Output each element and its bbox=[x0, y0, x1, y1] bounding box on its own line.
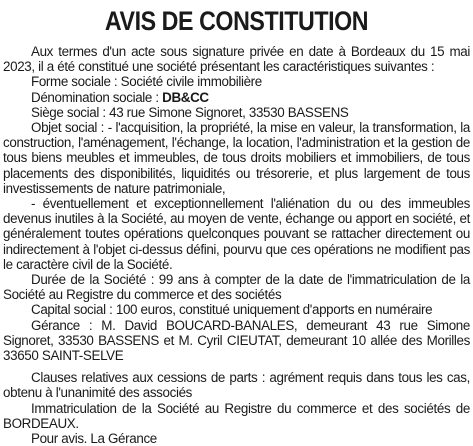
denomination-label: Dénomination sociale : bbox=[31, 89, 163, 105]
gerance: Gérance : M. David BOUCARD-BANALES, demeurant 43 rue Simone Signoret, 33530 BASSENS et M. Cyril CIEUTAT, demeurant 10 allée des Morilles 33650 SAINT-SELVE bbox=[3, 317, 470, 364]
intro-paragraph: Aux termes d'un acte sous signature privée en date à Bordeaux du 15 mai 2023, il a été constitué une société présentant les caractéristiques suivantes : bbox=[3, 44, 470, 75]
duree-societe: Durée de la Société : 99 ans à compter de la date de l'immatriculation de la Société au Registre du commerce et des sociétés bbox=[3, 272, 470, 303]
objet-social: Objet social : - l'acquisition, la propriété, la mise en valeur, la transformation, la construction, l'aménagement, l'échange, la location, l'administration et la gestion de tous biens meubles et immeubles, de tous droits mobiliers et immobiliers, de tous placements des disponibilités, liquidités ou trésorerie, et plus largement de tous investissements de nature patrimoniale, bbox=[3, 120, 470, 196]
notice-body bbox=[3, 44, 470, 446]
notice-title: AVIS DE CONSTITUTION bbox=[104, 6, 369, 36]
objet-social-continued: - éventuellement et exceptionnellement l'aliénation du ou des immeubles devenus inutiles à la Société, au moyen de vente, échange ou apport en société, et généralement toutes opérations quelconques pouvant se rattacher directement ou indirectement à l'objet ci-dessus défini, pourvu que ces opérations ne modifient pas le caractère civil de la Société. bbox=[3, 196, 470, 272]
denomination-value: DB&CC bbox=[162, 89, 209, 105]
denomination-sociale bbox=[3, 90, 470, 105]
clauses-cessions: Clauses relatives aux cessions de parts : agrément requis dans tous les cas, obtenu à l'unanimité des associés bbox=[3, 370, 470, 401]
siege-social: Siège social : 43 rue Simone Signoret, 33530 BASSENS bbox=[31, 104, 349, 120]
forme-sociale: Forme sociale : Société civile immobilière bbox=[31, 74, 262, 90]
immatriculation: Immatriculation de la Société au Registre du commerce et des sociétés de BORDEAUX. bbox=[3, 400, 470, 431]
capital-social: Capital social : 100 euros, constitué uniquement d'apports en numéraire bbox=[31, 302, 433, 318]
signature: Pour avis. La Gérance bbox=[31, 431, 157, 446]
